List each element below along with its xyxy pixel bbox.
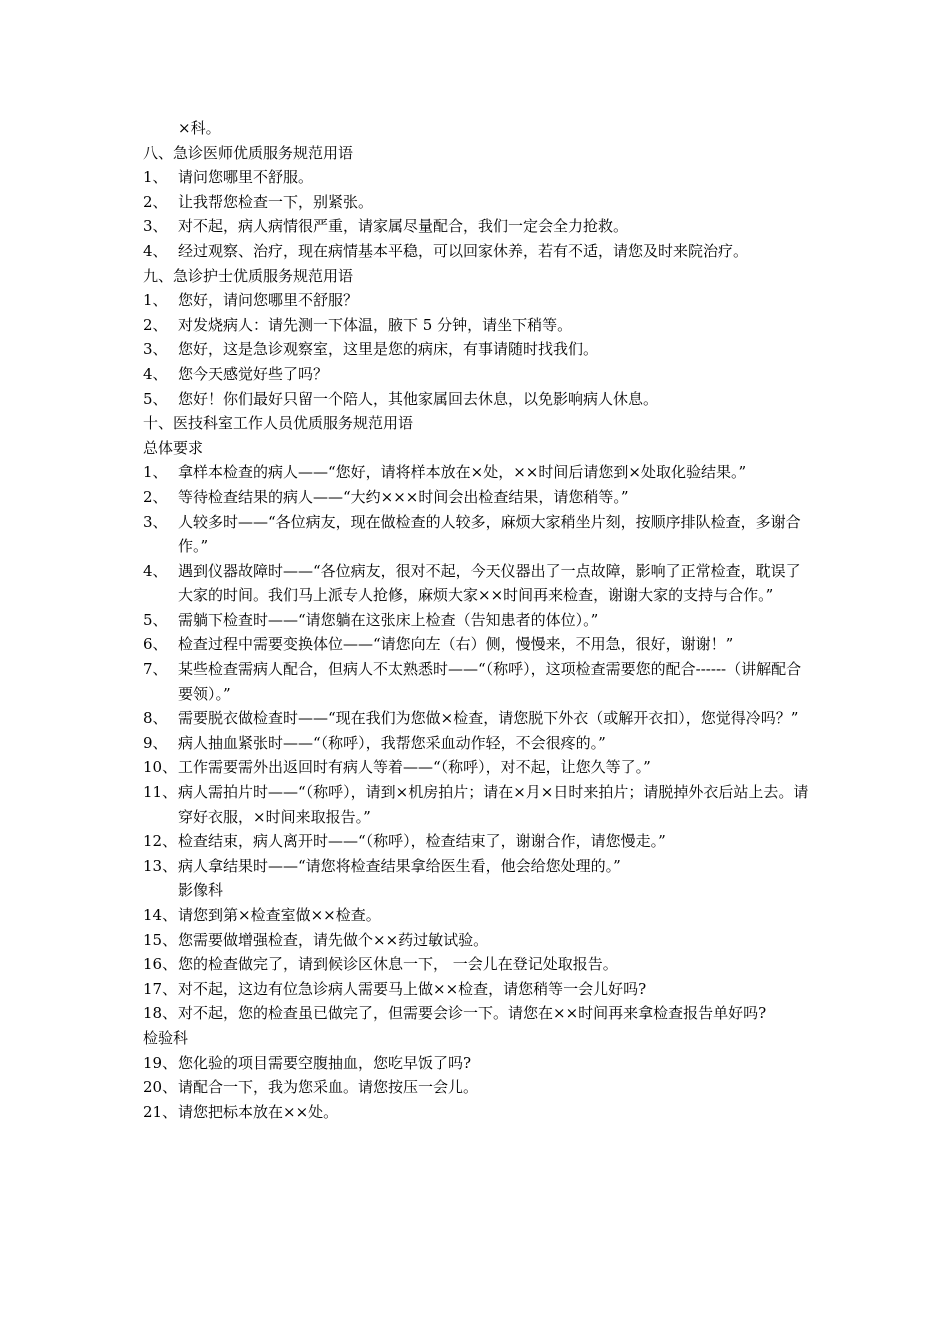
item-number: 1、 [143, 291, 168, 310]
list-item [143, 1100, 813, 1125]
item-number: 1、 [143, 463, 168, 482]
item-number: 2、 [143, 192, 168, 211]
item-number: 11、 [143, 783, 178, 802]
item-text: 检查结束，病人离开时——“（称呼），检查结束了，谢谢合作，请您慢走。” [178, 832, 666, 851]
indented-text: ×科。 [178, 119, 221, 137]
item-number: 8、 [143, 709, 168, 728]
list-item [143, 510, 813, 559]
item-text: 请问您哪里不舒服。 [178, 168, 314, 187]
item-number: 3、 [143, 512, 168, 531]
item-number: 4、 [143, 241, 168, 260]
item-text: 您好，这是急诊观察室，这里是您的病床，有事请随时找我们。 [178, 340, 599, 359]
list-item [143, 1051, 813, 1076]
list-item [143, 387, 813, 412]
item-number: 14、 [143, 906, 178, 924]
item-text: 您的检查做完了，请到候诊区休息一下， 一会儿在登记处取报告。 [178, 955, 618, 974]
item-number: 3、 [143, 217, 168, 236]
list-item [143, 952, 813, 977]
item-text: 病人拿结果时——“请您将检查结果拿给医生看，他会给您处理的。” [178, 856, 621, 875]
section-heading: 总体要求 [143, 438, 204, 457]
item-text: 您需要做增强检查，请先做个××药过敏试验。 [178, 930, 489, 949]
item-text: 让我帮您检查一下，别紧张。 [178, 192, 374, 211]
item-text: 您化验的项目需要空腹抽血，您吃早饭了吗? [178, 1053, 472, 1072]
list-item [143, 657, 813, 706]
list-item [143, 829, 813, 854]
item-text: 对不起，这边有位急诊病人需要马上做××检查，请您稍等一会儿好吗? [178, 979, 647, 998]
item-number: 5、 [143, 389, 168, 408]
indented-text: 影像科 [178, 881, 224, 900]
section-heading: 九、急诊护士优质服务规范用语 [143, 266, 354, 285]
item-text: 等待检查结果的病人——“大约×××时间会出检查结果，请您稍等。” [178, 487, 629, 506]
item-number: 6、 [143, 635, 168, 654]
list-item [143, 755, 813, 780]
list-item [143, 731, 813, 756]
item-text: 对不起，病人病情很严重，请家属尽量配合，我们一定会全力抢救。 [178, 217, 629, 236]
list-item [143, 1001, 813, 1026]
list-item [143, 559, 813, 608]
item-number: 15、 [143, 930, 178, 949]
item-number: 18、 [143, 1004, 178, 1023]
item-number: 19、 [143, 1053, 178, 1072]
item-text: 对发烧病人：请先测一下体温，腋下 5 分钟，请坐下稍等。 [178, 315, 573, 334]
item-text: 请您到第×检查室做××检查。 [178, 906, 381, 924]
list-item [143, 977, 813, 1002]
item-number: 2、 [143, 315, 168, 334]
item-text: 病人抽血紧张时——“（称呼），我帮您采血动作轻，不会很疼的。” [178, 733, 606, 752]
item-number: 1、 [143, 168, 168, 187]
item-number: 13、 [143, 856, 178, 875]
list-item [143, 706, 813, 731]
list-item [143, 239, 813, 264]
item-number: 16、 [143, 955, 178, 974]
list-item [143, 165, 813, 190]
item-text: 对不起，您的检查虽已做完了，但需要会诊一下。请您在××时间再来拿检查报告单好吗? [178, 1004, 767, 1023]
section-heading: 检验科 [143, 1028, 189, 1047]
list-item [143, 608, 813, 633]
list-item [143, 288, 813, 313]
list-item [143, 1075, 813, 1100]
item-text: 您今天感觉好些了吗？ [178, 364, 329, 383]
item-number: 5、 [143, 610, 168, 629]
item-text: 遇到仪器故障时——“各位病友，很对不起，今天仪器出了一点故障，影响了正常检查，耽误了大家的时间。我们马上派专人抢修，麻烦大家××时间再来检查，谢谢大家的支持与合作。” [178, 561, 801, 605]
list-item [143, 485, 813, 510]
item-number: 4、 [143, 364, 168, 383]
item-text: 请配合一下，我为您采血。请您按压一会儿。 [178, 1078, 479, 1097]
item-number: 9、 [143, 733, 168, 752]
item-number: 10、 [143, 758, 178, 777]
item-number: 2、 [143, 487, 168, 506]
list-item [143, 854, 813, 879]
item-text: 需躺下检查时——“请您躺在这张床上检查（告知患者的体位）。” [178, 610, 599, 629]
item-text: 您好！你们最好只留一个陪人，其他家属回去休息，以免影响病人休息。 [178, 389, 659, 408]
list-item [143, 460, 813, 485]
item-number: 3、 [143, 340, 168, 359]
document-page [143, 116, 813, 1124]
list-item [143, 903, 813, 928]
list-item [143, 362, 813, 387]
list-item [143, 928, 813, 953]
list-item [143, 313, 813, 338]
section-heading: 八、急诊医师优质服务规范用语 [143, 143, 354, 162]
list-item [143, 632, 813, 657]
item-number: 21、 [143, 1102, 178, 1121]
item-text: 请您把标本放在××处。 [178, 1102, 339, 1121]
list-item [143, 337, 813, 362]
item-number: 17、 [143, 979, 178, 998]
item-text: 需要脱衣做检查时——“现在我们为您做×检查，请您脱下外衣（或解开衣扣），您觉得冷吗？” [178, 709, 799, 728]
item-text: 某些检查需病人配合，但病人不太熟悉时——“（称呼），这项检查需要您的配合------（讲解配合要领）。” [178, 660, 802, 703]
item-number: 4、 [143, 561, 168, 580]
item-text: 工作需要需外出返回时有病人等着——“（称呼），对不起，让您久等了。” [178, 758, 651, 777]
section-heading: 十、医技科室工作人员优质服务规范用语 [143, 414, 414, 433]
item-text: 检查过程中需要变换体位——“请您向左（右）侧，慢慢来，不用急，很好，谢谢！” [178, 635, 734, 654]
item-number: 12、 [143, 832, 178, 851]
item-text: 拿样本检查的病人——“您好，请将样本放在×处，××时间后请您到×处取化验结果。” [178, 463, 747, 482]
item-text: 经过观察、治疗，现在病情基本平稳，可以回家休养，若有不适，请您及时来院治疗。 [178, 241, 749, 260]
list-item [143, 214, 813, 239]
item-text: 您好，请问您哪里不舒服？ [178, 291, 359, 310]
list-item [143, 190, 813, 215]
item-number: 20、 [143, 1078, 178, 1097]
list-item [143, 780, 813, 829]
item-number: 7、 [143, 660, 168, 679]
item-text: 人较多时——“各位病友，现在做检查的人较多，麻烦大家稍坐片刻，按顺序排队检查，多谢合作。” [178, 512, 801, 556]
item-text: 病人需拍片时——“（称呼），请到×机房拍片；请在×月×日时来拍片；请脱掉外衣后站上去。请穿好衣服，×时间来取报告。” [178, 783, 809, 826]
